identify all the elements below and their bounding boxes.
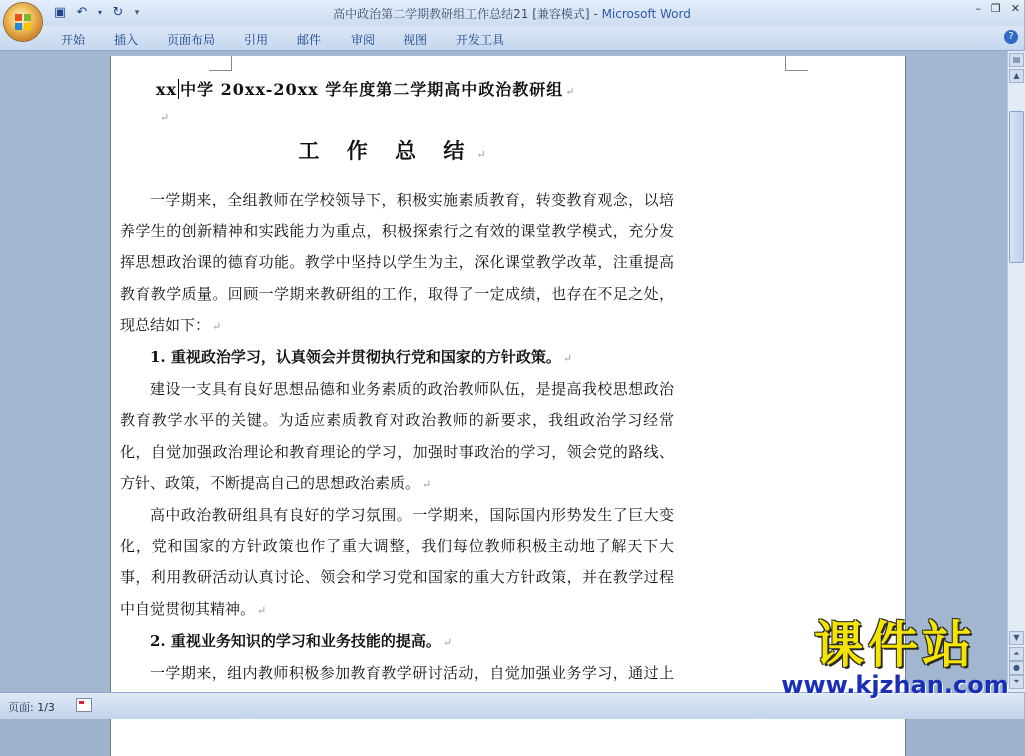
restore-icon[interactable]: ❐ — [990, 2, 1001, 15]
tab-mailings[interactable]: 邮件 — [297, 33, 322, 47]
vertical-scrollbar[interactable] — [1007, 51, 1025, 692]
paragraph-mark: ↵ — [562, 352, 573, 366]
tab-review[interactable]: 审阅 — [351, 33, 376, 47]
previous-page-icon[interactable]: ⏶ — [1009, 647, 1024, 661]
ruler-toggle-icon[interactable]: ▤ — [1009, 53, 1024, 67]
close-icon[interactable]: ✕ — [1010, 2, 1020, 15]
section-heading — [120, 626, 674, 658]
watermark-title: 课件站 — [814, 616, 976, 674]
paragraph-mark: ↵ — [257, 603, 267, 617]
paragraph-mark: ↵ — [565, 85, 576, 98]
redo-icon[interactable]: ↻ — [112, 5, 124, 20]
paragraph-text: 2. 重视业务知识的学习和业务技能的提高。 — [150, 631, 441, 650]
body-paragraph — [120, 374, 674, 500]
page-number-indicator[interactable]: 页面: 1/3 — [8, 701, 55, 714]
save-icon[interactable]: ▣ — [53, 5, 67, 20]
scroll-up-icon[interactable]: ▲ — [1009, 69, 1024, 83]
window-controls — [975, 2, 1020, 15]
tab-page-layout[interactable]: 页面布局 — [167, 33, 216, 47]
ribbon-tabs — [0, 26, 1024, 51]
tab-view[interactable]: 视图 — [403, 33, 428, 47]
scroll-thumb[interactable] — [1009, 111, 1024, 263]
section-heading — [120, 342, 674, 374]
title-bar — [0, 0, 1024, 26]
next-page-icon[interactable]: ⏷ — [1009, 675, 1024, 689]
watermark-url: www.kjzhan.com — [781, 671, 1009, 699]
customize-icon[interactable]: ▾ — [134, 8, 140, 18]
margin-corner-right — [785, 56, 808, 71]
app-name: Microsoft Word — [601, 7, 691, 21]
paragraph-text: 高中政治教研组具有良好的学习氛围。一学期来，国际国内形势发生了巨大变化，党和国家的方针政策也作了重大调整，我们每位教师积极主动地了解天下大事，利用教研活动认真讨论、领会和学习党和国家的重大方针政策，并在教学过程中自觉贯彻其精神。 — [120, 506, 674, 618]
tab-references[interactable]: 引用 — [244, 33, 269, 47]
minimize-icon[interactable]: – — [975, 2, 981, 15]
paragraph-text: 一学期来，全组教师在学校领导下，积极实施素质教育，转变教育观念，以培养学生的创新精神和实践能力为重点，积极探索行之有效的课堂教学模式，充分发挥思想政治课的德育功能。教学中坚持以学生为主，深化课堂教学改革，注重提高教育教学质量。回顾一学期来教研组的工作，取得了一定成绩，也存在不足之处，现总结如下： — [120, 191, 674, 334]
help-icon[interactable]: ? — [1004, 30, 1018, 44]
document-heading — [156, 77, 576, 100]
title-text: 工 作 总 结 — [298, 138, 475, 163]
office-logo-icon — [14, 13, 32, 31]
body-paragraph — [120, 500, 674, 626]
paragraph-text: 一学期来，组内教师积极参加教育教学研讨活动，自觉加强业务学习，通过上 — [150, 664, 674, 683]
document-body — [120, 185, 674, 720]
document-workspace — [0, 51, 1007, 692]
paragraph-mark: ↵ — [442, 635, 453, 649]
proofing-icon[interactable] — [76, 698, 92, 712]
watermark — [770, 615, 1020, 699]
scroll-down-icon[interactable]: ▼ — [1009, 631, 1024, 645]
margin-corner-left — [209, 56, 232, 71]
paragraph-mark: ↵ — [212, 319, 222, 333]
paragraph-mark: ↵ — [160, 111, 170, 124]
office-button[interactable] — [4, 3, 42, 41]
heading-prefix: xx — [156, 80, 178, 99]
body-paragraph — [120, 185, 674, 342]
window-title — [0, 5, 1024, 22]
document-title — [120, 135, 674, 165]
paragraph-mark: ↵ — [476, 148, 496, 161]
paragraph-mark: ↵ — [422, 477, 432, 491]
paragraph-text: 建设一支具有良好思想品德和业务素质的政治教师队伍，是提高我校思想政治教育教学水平的关键。为适应素质教育对政治教师的新要求，我组政治学习经常化，自觉加强政治理论和教育理论的学习，加强时事政治的学习，领会党的路线、方针、政策，不断提高自己的思想政治素质。 — [120, 380, 674, 492]
heading-text: 中学 20xx-20xx 学年度第二学期高中政治教研组 — [180, 80, 564, 99]
tab-developer[interactable]: 开发工具 — [456, 33, 505, 47]
document-name: 高中政治第二学期教研组工作总结21 [兼容模式] — [333, 7, 590, 21]
tab-home[interactable]: 开始 — [61, 33, 86, 47]
tab-insert[interactable]: 插入 — [114, 33, 139, 47]
select-browse-object-icon[interactable]: ● — [1009, 661, 1024, 675]
text-cursor — [178, 79, 179, 99]
title-separator: - — [589, 7, 602, 21]
undo-icon[interactable]: ↶ — [76, 5, 88, 20]
undo-dropdown-icon[interactable]: ▾ — [97, 8, 102, 17]
paragraph-text: 1. 重视政治学习，认真领会并贯彻执行党和国家的方针政策。 — [150, 348, 561, 367]
